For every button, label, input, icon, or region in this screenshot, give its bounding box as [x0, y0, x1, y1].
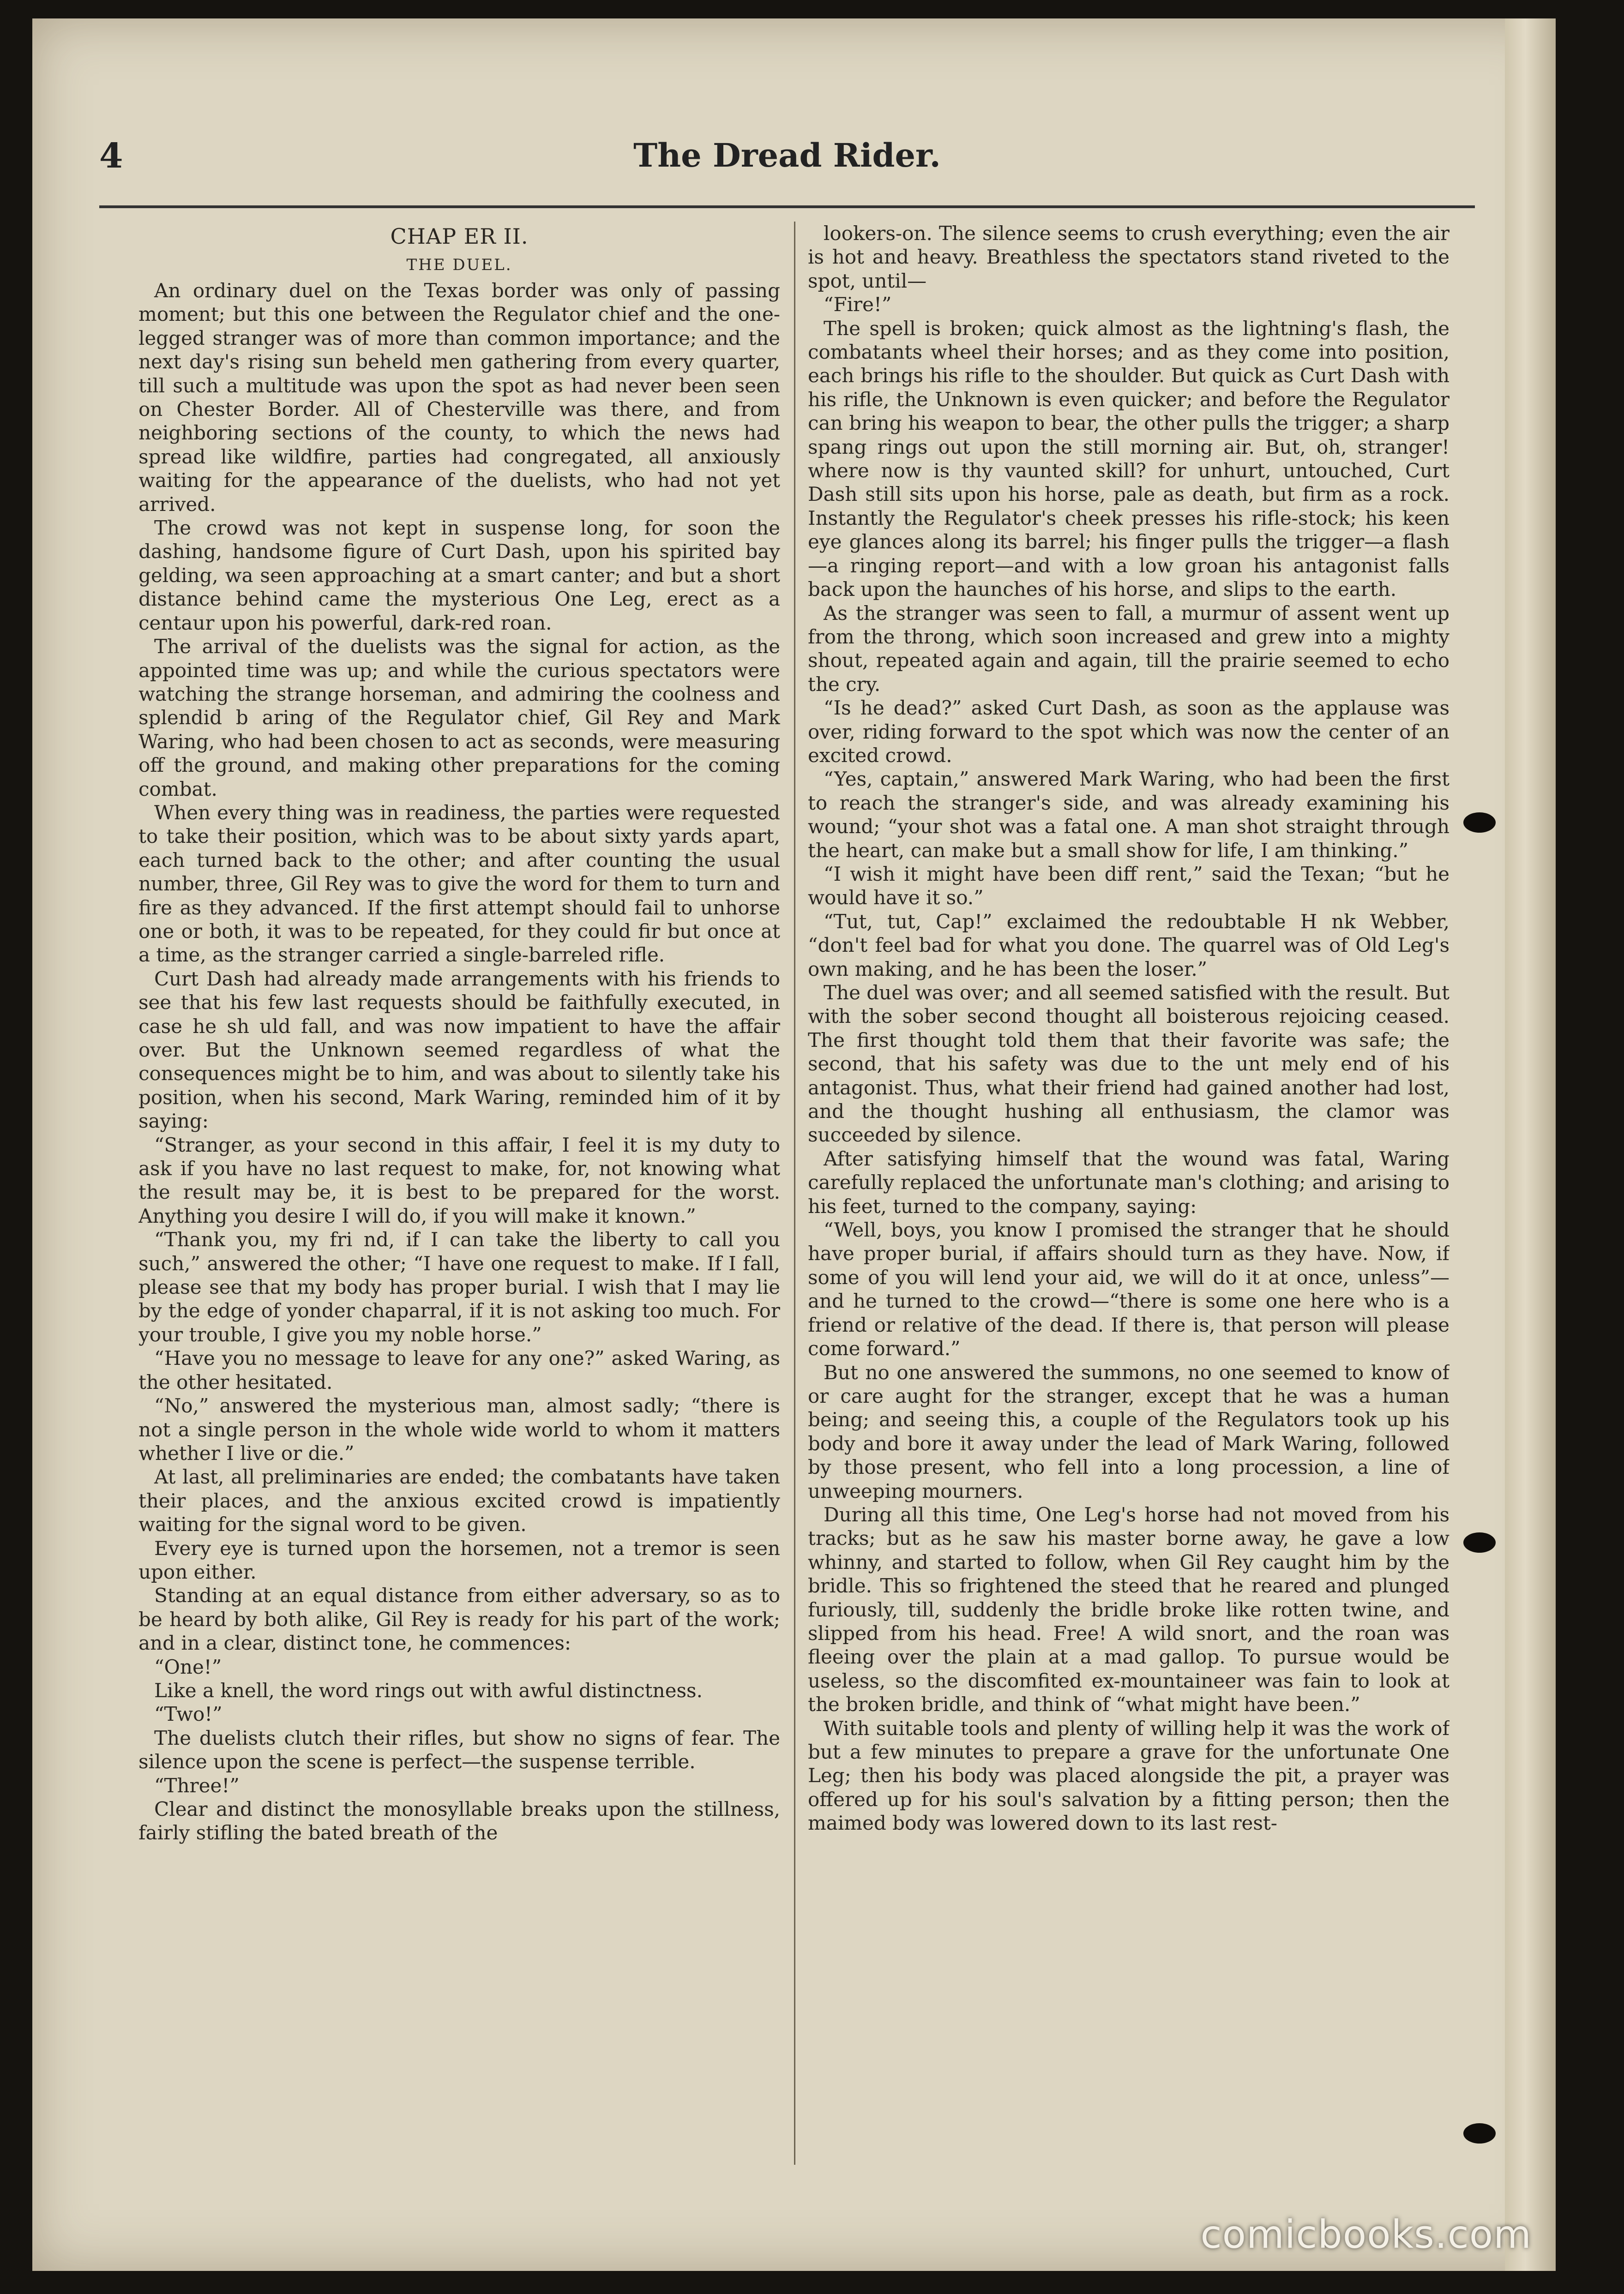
- paragraph: “Well, boys, you know I promised the stranger that he should have proper burial, if affairs should turn as they have. Now, if some of you will lend your aid, we will do it at once, unless”—and he turned to the crowd—“there is some one here who is a friend or relative of the dead. If there is, that person will please come forward.”: [808, 1219, 1450, 1360]
- chapter-subtitle: THE DUEL.: [406, 256, 512, 274]
- paragraph: The duelists clutch their rifles, but show no signs of fear. The silence upon the scene is perfect—the suspense terrible.: [138, 1726, 780, 1773]
- paragraph: When every thing was in readiness, the parties were requested to take their position, which was to be about sixty yards apart, each turned back to the other; and after counting the usual number, three, Gil Rey was to give the word for them to turn and fire as they advanced. If the first attempt should fail to unhorse one or both, it was to be repeated, for they could fir but once at a time, as the stranger carried a single-barreled rifle.: [138, 801, 780, 967]
- paragraph: Curt Dash had already made arrangements with his friends to see that his few last requests should be faithfully executed, in case he sh uld fall, and was now impatient to have the affair over. But the Unknown seemed regardless of what the consequences might be to him, and was about to silently take his position, when his second, Mark Waring, reminded him of it by saying:: [138, 967, 780, 1133]
- paragraph: “Tut, tut, Cap!” exclaimed the redoubtable H nk Webber, “don't feel bad for what you done. The quarrel was of Old Leg's own making, and he has been the loser.”: [808, 910, 1450, 980]
- paragraph: “Stranger, as your second in this affair, I feel it is my duty to ask if you have no last request to make, for, not knowing what the result may be, it is best to be prepared for the worst. Anything you desire I will do, if you will make it known.”: [138, 1133, 780, 1227]
- paragraph: Clear and distinct the monosyllable breaks upon the stillness, fairly stifling the bated breath of the: [138, 1798, 780, 1844]
- paragraph: The arrival of the duelists was the signal for action, as the appointed time was up; and while the curious spectators were watching the strange horseman, and admiring the coolness and splendid b aring of the Regulator chief, Gil Rey and Mark Waring, who had been chosen to act as seconds, were measuring off the ground, and making other preparations for the coming combat.: [138, 635, 780, 800]
- paragraph: “Two!”: [154, 1703, 223, 1726]
- paragraph: After satisfying himself that the wound was fatal, Waring carefully replaced the unfortunate man's clothing; and arising to his feet, turned to the company, saying:: [808, 1147, 1450, 1218]
- paragraph: The duel was over; and all seemed satisfied with the result. But with the sober second thought all boisterous rejoicing ceased. The first thought told them that their favorite was safe; the second, that his safety was due to the unt mely end of his antagonist. Thus, what their friend had gained another had lost, and the thought hushing all enthusiasm, the clamor was succeeded by silence.: [808, 981, 1450, 1147]
- page-number: 4: [99, 136, 123, 176]
- left-paragraphs: [138, 279, 780, 1845]
- page-spine: [1505, 18, 1556, 2271]
- left-column: [138, 222, 780, 2174]
- paragraph: “Thank you, my fri nd, if I can take the liberty to call you such,” answered the other; “I have one request to make. If I fall, please see that my body has proper burial. I wish that I may lie by the edge of yonder chaparral, if it is not asking too much. For your trouble, I give you my noble horse.”: [138, 1228, 780, 1346]
- header-rule: [99, 205, 1475, 208]
- paragraph: “Three!”: [154, 1774, 240, 1797]
- paragraph: “Fire!”: [824, 293, 892, 316]
- right-paragraphs: [808, 222, 1450, 1835]
- paragraph: During all this time, One Leg's horse had not moved from his tracks; but as he saw his master borne away, he gave a low whinny, and started to follow, when Gil Rey caught him by the bridle. This so frightened the steed that he reared and plunged furiously, till, suddenly the bridle broke like rotten twine, and slipped from his head. Free! A wild snort, and the roan was fleeing over the plain at a mad gallop. To pursue would be useless, so the discomfited ex-mountaineer was fain to look at the broken bridle, and think of “what might have been.”: [808, 1503, 1450, 1716]
- paragraph: Standing at an equal distance from either adversary, so as to be heard by both alike, Gil Rey is ready for his part of the work; and in a clear, distinct tone, he commences:: [138, 1584, 780, 1655]
- paragraph: lookers-on. The silence seems to crush everything; even the air is hot and heavy. Breathless the spectators stand riveted to the spot, until—: [808, 222, 1450, 292]
- paragraph: With suitable tools and plenty of willing help it was the work of but a few minutes to prepare a grave for the unfortunate One Leg; then his body was placed alongside the pit, a prayer was offered up for his soul's salvation by a fitting person; then the maimed body was lowered down to its last rest-: [808, 1717, 1450, 1835]
- paragraph: At last, all preliminaries are ended; the combatants have taken their places, and the anxious excited crowd is impatiently waiting for the signal word to be given.: [138, 1465, 780, 1536]
- paragraph: “Have you no message to leave for any one?” asked Waring, as the other hesitated.: [138, 1347, 780, 1393]
- binding-hole: [1463, 1532, 1496, 1553]
- paragraph: “Is he dead?” asked Curt Dash, as soon as the applause was over, riding forward to the spot which was now the center of an excited crowd.: [808, 697, 1450, 767]
- paragraph: As the stranger was seen to fall, a murmur of assent went up from the throng, which soon increased and grew into a mighty shout, repeated again and again, till the prairie seemed to echo the cry.: [808, 601, 1450, 696]
- paragraph: An ordinary duel on the Texas border was only of passing moment; but this one between the Regulator chief and the one-legged stranger was of more than common importance; and the next day's rising sun beheld men gathering from every quarter, till such a multitude was upon the spot as had never been seen on Chester Border. All of Chesterville was there, and from neighboring sections of the county, to which the news had spread like wildfire, parties had congregated, all anxiously waiting for the appearance of the duelists, who had not yet arrived.: [138, 279, 780, 516]
- chapter-title: CHAP ER II.: [390, 224, 529, 249]
- paragraph: The crowd was not kept in suspense long, for soon the dashing, handsome figure of Curt Dash, upon his spirited bay gelding, wa seen approaching at a smart canter; and but a short distance behind came the mysterious One Leg, erect as a centaur upon his powerful, dark-red roan.: [138, 516, 780, 634]
- paragraph: “Yes, captain,” answered Mark Waring, who had been the first to reach the stranger's side, and was already examining his wound; “your shot was a fatal one. A man shot straight through the heart, can make but a small show for life, I am thinking.”: [808, 768, 1450, 862]
- right-column: [808, 222, 1450, 2174]
- paragraph: “I wish it might have been diff rent,” said the Texan; “but he would have it so.”: [808, 862, 1450, 909]
- paragraph: Every eye is turned upon the horsemen, not a tremor is seen upon either.: [138, 1537, 780, 1583]
- paragraph: “No,” answered the mysterious man, almost sadly; “there is not a single person in the whole wide world to whom it matters whether I live or die.”: [138, 1394, 780, 1465]
- paragraph: Like a knell, the word rings out with awful distinctness.: [154, 1679, 703, 1702]
- paragraph: But no one answered the summons, no one seemed to know of or care aught for the stranger, except that he was a human being; and seeing this, a couple of the Regulators took up his body and bore it away under the lead of Mark Waring, followed by those present, who fell into a long procession, a line of unweeping mourners.: [808, 1361, 1450, 1502]
- magazine-page: [32, 18, 1556, 2271]
- running-title: The Dread Rider.: [633, 136, 941, 174]
- binding-hole: [1463, 812, 1496, 833]
- binding-hole: [1463, 2123, 1496, 2144]
- column-divider: [794, 222, 795, 2165]
- paragraph: The spell is broken; quick almost as the lightning's flash, the combatants wheel their horses; and as they come into position, each brings his rifle to the shoulder. But quick as Curt Dash with his rifle, the Unknown is even quicker; and before the Regulator can bring his weapon to bear, the other pulls the trigger; a sharp spang rings out upon the still morning air. But, oh, stranger! where now is thy vaunted skill? for unhurt, untouched, Curt Dash still sits upon his horse, pale as death, but firm as a rock. Instantly the Regulator's cheek presses his rifle-stock; his keen eye glances along its barrel; his finger pulls the trigger—a flash—a ringing report—and with a low groan his antagonist falls back upon the haunches of his horse, and slips to the earth.: [808, 317, 1450, 601]
- watermark: comicbooks.com: [1200, 2212, 1532, 2257]
- paragraph: “One!”: [154, 1655, 222, 1678]
- page-header: [99, 136, 1475, 196]
